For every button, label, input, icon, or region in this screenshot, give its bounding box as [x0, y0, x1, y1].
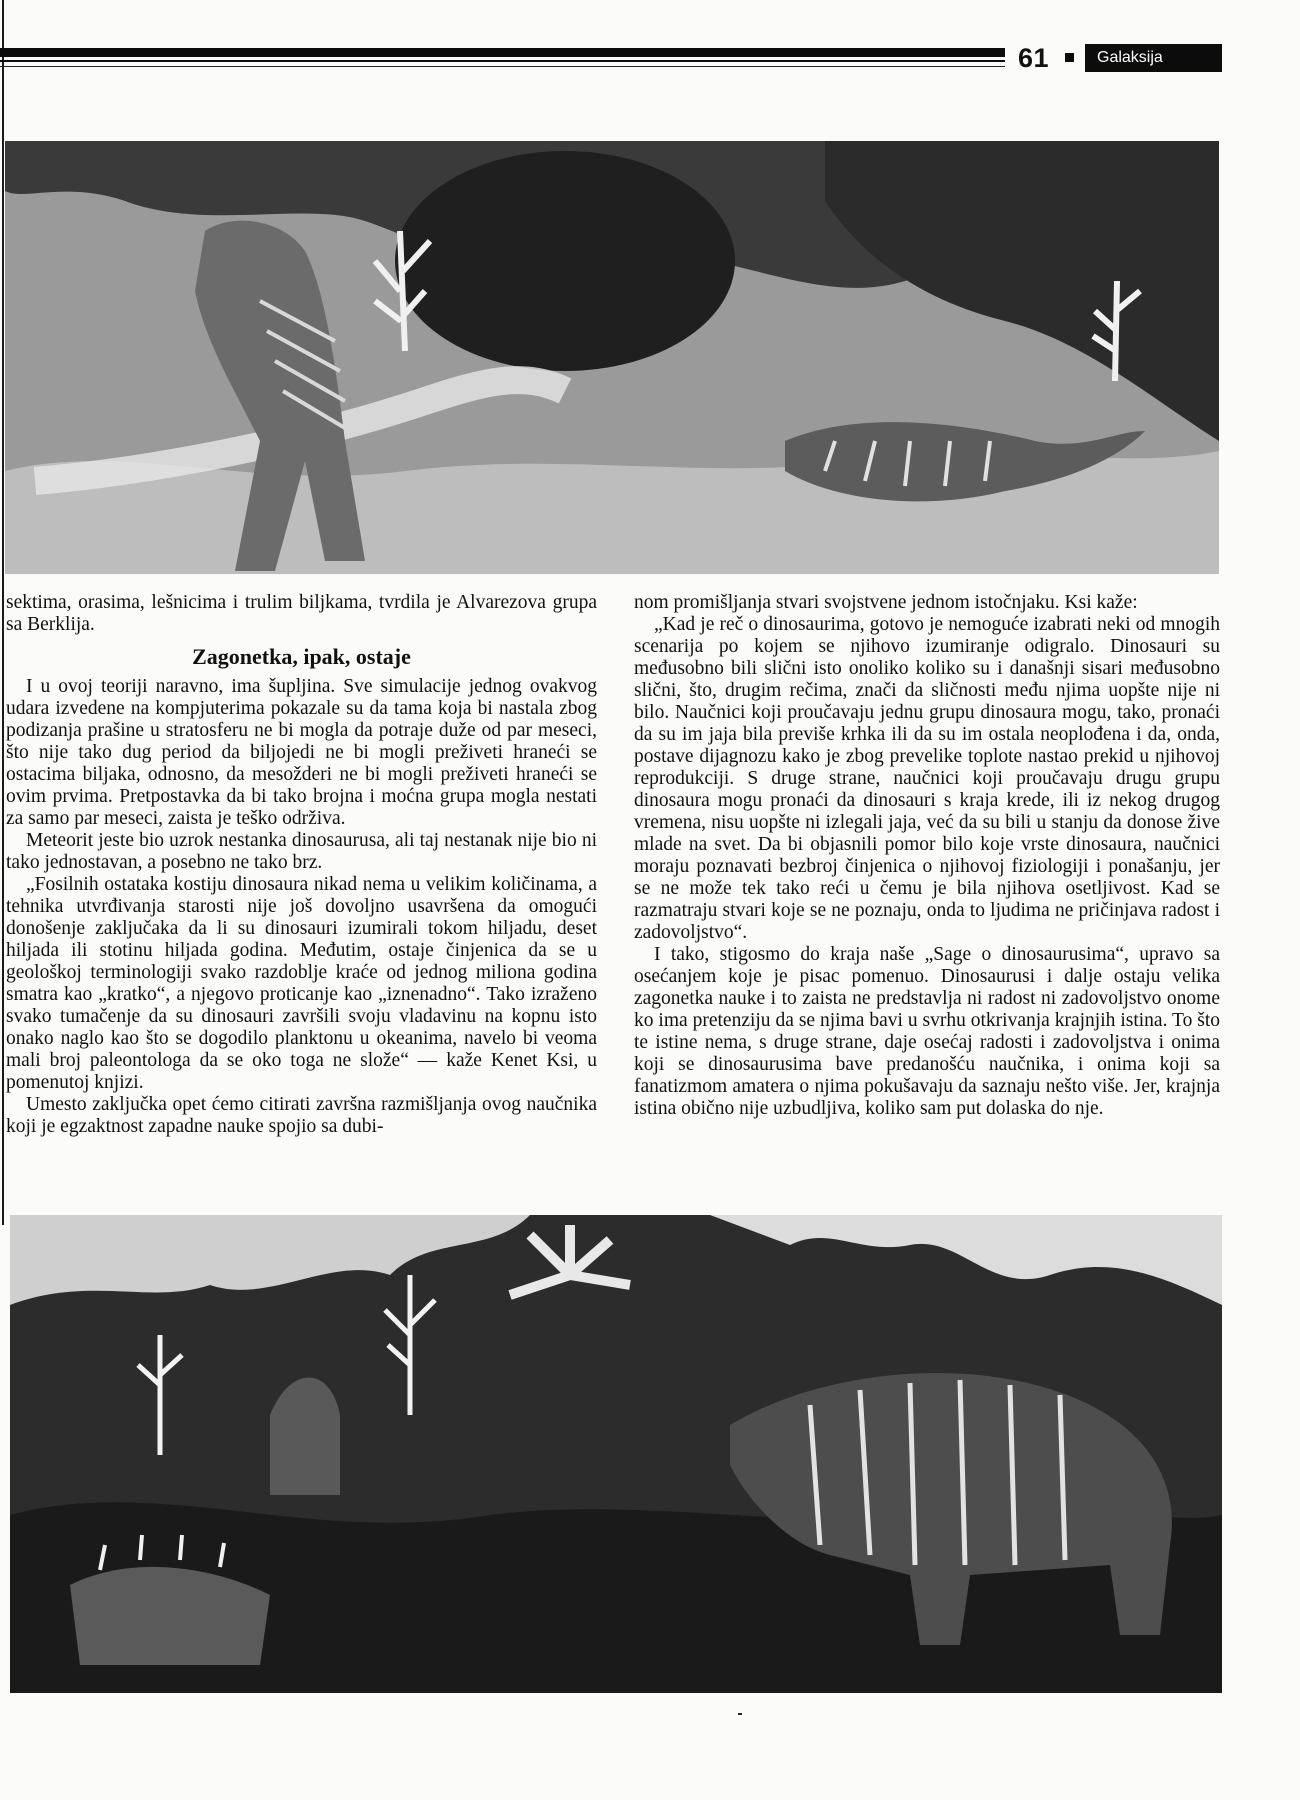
- top-illustration-art: [5, 141, 1219, 574]
- section-label: Galaksija: [1085, 44, 1222, 72]
- header-bullet: [1065, 53, 1074, 62]
- header-rule-thin: [0, 60, 1005, 62]
- section-heading: Zagonetka, ipak, ostaje: [192, 644, 411, 669]
- paragraph: sektima, orasima, lešnicima i trulim biljkama, tvrdila je Alvarezova grupa sa Berklija.: [6, 592, 597, 635]
- page-number: 61: [1018, 43, 1050, 73]
- margin-rule: [2, 0, 4, 1225]
- paragraph: nom promišljanja stvari svojstvene jednom istočnjaku. Ksi kaže:: [634, 592, 1138, 613]
- bottom-illustration-art: [10, 1215, 1222, 1693]
- paragraph: „Fosilnih ostataka kostiju dinosaura nikad nema u velikim količinama, a tehnika utvrđivanja starosti nije još dovoljno usavršena da omogući donošenje zaključaka da li su dinosauri izumirali tokom hiljadu, deset hiljada ili stotinu hiljada godina. Međutim, ostaje činjenica da se u geološkoj terminologiji svako razdoblje kraće od jednog miliona godina smatra kao „kratko“, a njegovo proticanje kao „iznenadno“. Tako izraženo svako tumačenje da su dinosauri završili svoju vladavinu na kopnu isto onako naglo kao što se dogodilo planktonu u okeanima, navelo bi veoma mali broj paleontologa da se oko toga ne slože“ — kaže Kenet Ksi, u pomenutoj knjizi.: [6, 874, 597, 1093]
- paragraph: „Kad je reč o dinosaurima, gotovo je nemoguće izabrati neki od mnogih scenarija po kojem se njihovo izumiranje odigralo. Dinosauri su međusobno bili slični isto onoliko koliko su i današnji sisari međusobno slični, što, drugim rečima, znači da sličnosti među njima uopšte nije ni bilo. Naučnici koji proučavaju jednu grupu dinosaura mogu, tako, pronaći da su im jaja bila previše krhka ili da su im ostala neoplođena i da, onda, postave dijagnozu kako je zbog prevelike toplote nastao prekid u njihovoj reprodukciji. S druge strane, naučnici koji proučavaju drugu grupu dinosaura mogu pronaći da dinosauri s kraja krede, ili iz nekog drugog vremena, nisu uopšte ni izlegali jaja, već da su bili u stanju da donose žive mlade na svet. Da bi objasnili pomor bilo koje vrste dinosaura, naučnici moraju poznavati bezbroj činjenica o njihovoj fiziologiji i ponašanju, jer se ne može tek tako reći u čemu je bila njihova osetljivost. Kad se razmatraju stvari koje se ne poznaju, onda to ljudima ne pričinjava radost i zadovoljstvo“.: [634, 614, 1220, 943]
- header-rule: [0, 48, 1005, 57]
- article-left-column: [6, 592, 597, 1138]
- bottom-illustration: [10, 1215, 1222, 1693]
- paragraph: I tako, stigosmo do kraja naše „Sage o dinosaurusima“, upravo sa osećanjem koje je pisac pomenuo. Dinosaurusi i dalje ostaju velika zagonetka nauke i to zaista ne predstavlja ni radost ni zadovoljstvo onome ko ima pretenziju da se njima bavi u svrhu otkrivanja krajnjih istina. To što te istine nema, s druge strane, daje osećaj radosti i zadovoljstva i onima koji se dinosaurusima bave predanošću naučnika, i onima koji sa fanatizmom amatera o njima pokušavaju da saznaju nešto više. Jer, krajnja istina obično nije uzbudljiva, koliko sam put dolaska do nje.: [634, 944, 1220, 1119]
- paragraph: I u ovoj teoriji naravno, ima šupljina. Sve simulacije jednog ovakvog udara izvedene na kompjuterima pokazale su da tama koja bi nastala zbog podizanja prašine u stratosferu ne bi mogla da potraje duže od par meseci, što nije tako dug period da biljojedi ne bi mogli preživeti hraneći se ostacima biljaka, odnosno, da mesožderi ne bi mogli preživeti hraneći se ovim prvima. Pretpostavka da bi tako brojna i moćna grupa mogla nestati za samo par meseci, zaista je teško održiva.: [6, 676, 597, 829]
- header-rule-hairline: [0, 66, 1005, 67]
- top-illustration: [5, 141, 1219, 574]
- article-right-column: [634, 592, 1220, 1120]
- page-header: [0, 40, 1222, 76]
- paragraph: Meteorit jeste bio uzrok nestanka dinosaurusa, ali taj nestanak nije bio ni tako jednostavan, a posebno ne tako brz.: [6, 830, 597, 873]
- paragraph: Umesto zaključka opet ćemo citirati završna razmišljanja ovog naučnika koji je egzaktnost zapadne nauke spojio sa dubi-: [6, 1094, 597, 1137]
- print-speck: [738, 1713, 742, 1715]
